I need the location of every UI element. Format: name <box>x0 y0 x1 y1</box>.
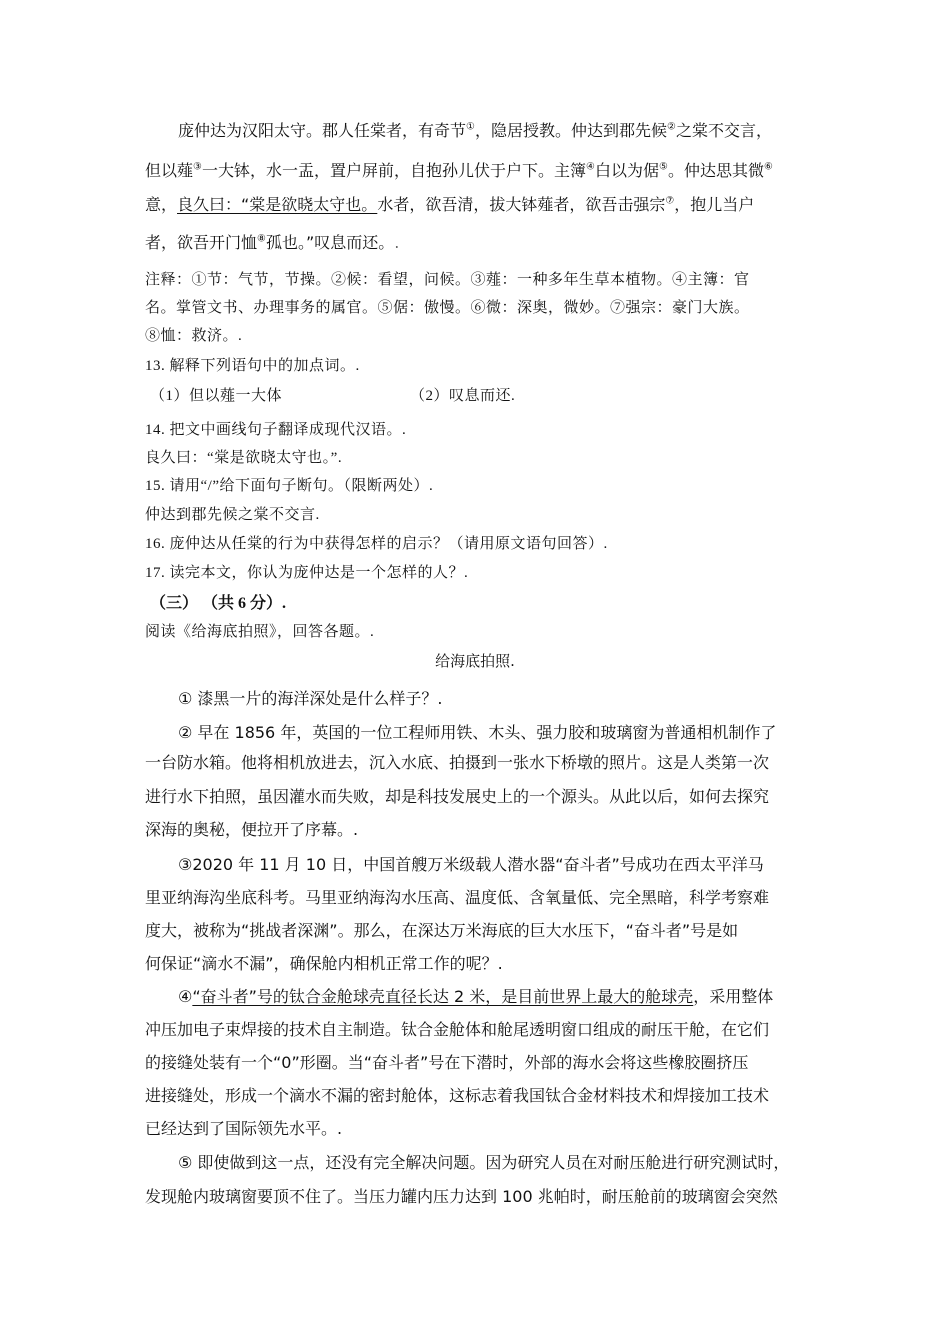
article-p4-line-5: 已经达到了国际领先水平。. <box>145 1119 343 1138</box>
question-13-item-1: （1）但以薤一大体 <box>150 388 283 404</box>
footnote-mark: ④ <box>586 161 595 173</box>
passage-line-3 <box>145 192 754 215</box>
question-15-sentence: 仲达到郡先候之棠不交言. <box>145 507 320 523</box>
text: 白以为倨 <box>594 161 659 180</box>
section-3-header: （三） （共 6 分）. <box>150 595 287 612</box>
article-p4-line-1 <box>178 984 773 1007</box>
passage-line-2 <box>145 158 773 181</box>
question-17: 17. 读完本文，你认为庞仲达是一个怎样的人？. <box>145 565 469 581</box>
text: ，采用整体 <box>693 987 774 1006</box>
text: ④ <box>178 987 193 1006</box>
text: ，隐居授教。仲达到郡先候 <box>474 121 667 140</box>
passage-line-1 <box>178 118 772 141</box>
notes-line-1: 注释：①节：气节，节操。②候：看望，问候。③薤：一种多年生草本植物。④主簿：官 <box>145 272 750 288</box>
text: 但以薤 <box>145 161 194 180</box>
question-15: 15. 请用“/”给下面句子断句。（限断两处）. <box>145 478 434 494</box>
article-p5-line-1: ⑤ 即使做到这一点，还没有完全解决问题。因为研究人员在对耐压舱进行研究测试时， <box>178 1153 790 1172</box>
footnote-mark: ⑦ <box>665 195 675 207</box>
underlined-sentence: “奋斗者”号的钛合金舱球壳直径长达 2 米，是目前世界上最大的舱球壳 <box>192 987 694 1006</box>
article-p5-line-2: 发现舱内玻璃窗要顶不住了。当压力罐内压力达到 100 兆帕时，耐压舱前的玻璃窗会突然 <box>145 1187 778 1206</box>
footnote-mark: ② <box>667 121 676 133</box>
paragraph-mark: . <box>394 233 400 252</box>
section-3-instruction: 阅读《给海底拍照》，回答各题。. <box>145 624 375 640</box>
article-p3-line-2: 里亚纳海沟坐底科考。马里亚纳海沟水压高、温度低、含氧量低、完全黑暗，科学考察难 <box>145 888 770 907</box>
article-p3-line-3: 度大，被称为“挑战者深渊”。那么，在深达万米海底的巨大水压下，“奋斗者”号是如 <box>145 921 739 940</box>
article-p4-line-4: 进接缝处，形成一个滴水不漏的密封舱体，这标志着我国钛合金材料技术和焊接加工技术 <box>145 1086 770 1105</box>
question-16: 16. 庞仲达从任棠的行为中获得怎样的启示？（请用原文语句回答）. <box>145 536 608 552</box>
passage-line-4 <box>145 230 399 253</box>
text: 水者，欲吾清，拔大钵薤者，欲吾击强宗 <box>377 195 666 214</box>
text: 意， <box>145 195 178 214</box>
text: 者，欲吾开门恤 <box>145 233 258 252</box>
footnote-mark: ⑧ <box>257 233 266 245</box>
question-14: 14. 把文中画线句子翻译成现代汉语。. <box>145 422 407 438</box>
question-13: 13. 解释下列语句中的加点词。. <box>145 358 360 374</box>
article-p2-line-1: ② 早在 1856 年，英国的一位工程师用铁、木头、强力胶和玻璃窗为普通相机制作了 <box>178 723 777 742</box>
article-p2-line-3: 进行水下拍照，虽因灌水而失败，却是科技发展史上的一个源头。从此以后，如何去探究 <box>145 787 770 806</box>
footnote-mark: ⑥ <box>763 161 773 173</box>
text: ，抱儿当户 <box>674 195 755 214</box>
footnote-mark: ① <box>466 121 475 133</box>
notes-line-3: ⑧恤：救济。. <box>145 328 243 344</box>
text: 孤也。”叹息而还。 <box>265 233 395 252</box>
underlined-sentence: 良久曰：“棠是欲晓太守也。 <box>177 195 378 214</box>
article-p2-line-2: 一台防水箱。他将相机放进去，沉入水底、拍摄到一张水下桥墩的照片。这是人类第一次 <box>145 753 770 772</box>
article-p1: ① 漆黑一片的海洋深处是什么样子？. <box>178 689 443 708</box>
notes-line-2: 名。掌管文书、办理事务的属官。⑤倨：傲慢。⑥微：深奥，微妙。⑦强宗：豪门大族。 <box>145 300 750 316</box>
question-13-item-2: （2）叹息而还. <box>410 388 516 404</box>
article-p4-line-3: 的接缝处装有一个“0”形圈。当“奋斗者”号在下潜时，外部的海水会将这些橡胶圈挤压 <box>145 1053 749 1072</box>
text: 。仲达思其微 <box>667 161 764 180</box>
article-p4-line-2: 冲压加电子束焊接的技术自主制造。钛合金舱体和舱尾透明窗口组成的耐压干舱，在它们 <box>145 1020 770 1039</box>
text: 一大钵，水一盂，置户屏前，自抱孙儿伏于户下。主簿 <box>201 161 586 180</box>
text: 庞仲达为汉阳太守。郡人任棠者，有奇节 <box>178 121 467 140</box>
article-title: 给海底拍照. <box>435 652 515 670</box>
article-p3-line-4: 何保证“滴水不漏”，确保舱内相机正常工作的呢？. <box>145 954 503 973</box>
text: 之棠不交言， <box>675 121 772 140</box>
question-14-sentence: 良久曰：“棠是欲晓太守也。”. <box>145 450 343 466</box>
footnote-mark: ③ <box>193 161 202 173</box>
article-p3-line-1: ③2020 年 11 月 10 日，中国首艘万米级载人潜水器“奋斗者”号成功在西太平洋马 <box>178 855 764 874</box>
footnote-mark: ⑤ <box>658 161 668 173</box>
article-p2-line-4: 深海的奥秘，便拉开了序幕。. <box>145 820 359 839</box>
